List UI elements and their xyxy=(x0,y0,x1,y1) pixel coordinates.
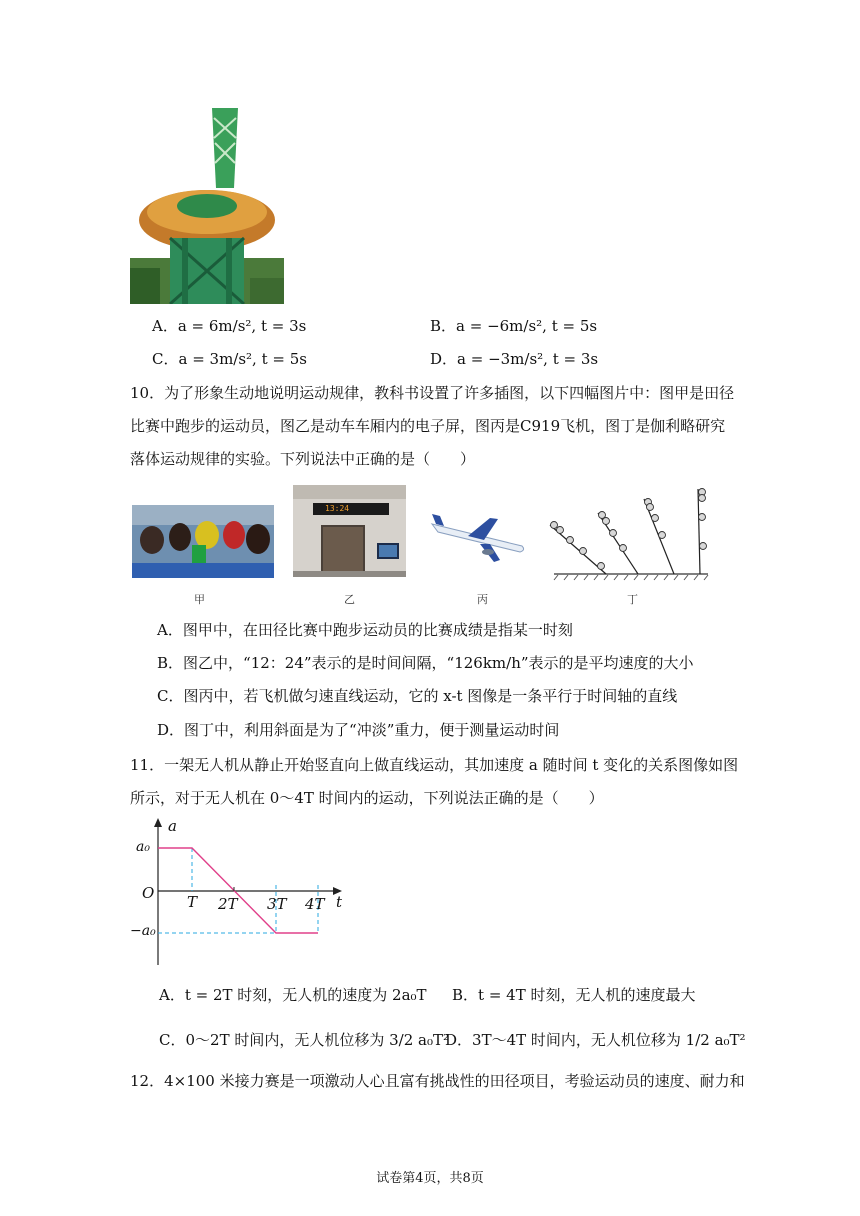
q11-option-b: B．t = 4T 时刻，无人机的速度最大 xyxy=(452,986,696,1004)
sprinters-photo xyxy=(132,505,274,578)
train-screen-photo xyxy=(293,485,406,577)
q11-option-c: C．0～2T 时间内，无人机位移为 3/2 a₀T² xyxy=(159,1031,449,1049)
q10-stem-line3: 落体运动规律的实验。下列说法中正确的是（ ） xyxy=(130,450,476,468)
q12-stem-line1: 12．4×100 米接力赛是一项激动人心且富有挑战性的田径项目，考验运动员的速度、耐力和 xyxy=(130,1072,745,1090)
airplane-photo xyxy=(428,510,528,568)
graph-xlabel: t xyxy=(336,893,343,911)
q9-option-a: A．a = 6m/s², t = 3s xyxy=(152,317,307,335)
graph-tick-2T: 2T xyxy=(218,895,238,913)
graph-tick-3T: 3T xyxy=(267,895,287,913)
graph-ylabel: a xyxy=(168,817,177,835)
caption-ding: 丁 xyxy=(627,593,638,606)
q11-option-a: A．t = 2T 时刻，无人机的速度为 2a₀T xyxy=(159,986,427,1004)
tower-ride-photo xyxy=(130,108,284,304)
train-screen-text: 13:24 xyxy=(325,504,350,513)
q10-stem-line2: 比赛中跑步的运动员，图乙是动车车厢内的电子屏，图丙是C919飞机，图丁是伽利略研究 xyxy=(130,417,726,435)
graph-tick-4T: 4T xyxy=(305,895,325,913)
q10-option-d: D．图丁中，利用斜面是为了“冲淡”重力，便于测量运动时间 xyxy=(157,721,560,739)
q10-option-a: A．图甲中，在田径比赛中跑步运动员的比赛成绩是指某一时刻 xyxy=(157,621,573,639)
q9-option-c: C．a = 3m/s², t = 5s xyxy=(152,350,307,368)
caption-jia: 甲 xyxy=(194,593,205,606)
graph-y-pos: a₀ xyxy=(136,839,150,855)
page-footer: 试卷第4页，共8页 xyxy=(376,1171,484,1186)
q9-option-b: B．a = −6m/s², t = 5s xyxy=(430,317,598,335)
q10-option-b: B．图乙中，“12：24”表示的是时间间隔，“126km/h”表示的是平均速度的大小 xyxy=(157,654,694,672)
q11-stem-line1: 11．一架无人机从静止开始竖直向上做直线运动，其加速度 a 随时间 t 变化的关系图像如图 xyxy=(130,756,739,774)
q11-option-d: D．3T～4T 时间内，无人机位移为 1/2 a₀T² xyxy=(445,1031,746,1049)
q10-stem-line1: 10．为了形象生动地说明运动规律，教科书设置了许多插图，以下四幅图片中：图甲是田径 xyxy=(130,384,735,402)
graph-tick-T: T xyxy=(187,893,198,911)
graph-y-neg: −a₀ xyxy=(130,923,156,939)
graph-origin: O xyxy=(142,884,155,902)
caption-bing: 丙 xyxy=(477,593,488,606)
q9-option-d: D．a = −3m/s², t = 3s xyxy=(430,350,599,368)
q10-option-c: C．图丙中，若飞机做匀速直线运动，它的 x-t 图像是一条平行于时间轴的直线 xyxy=(157,687,678,705)
acceleration-time-graph xyxy=(128,815,348,970)
q11-stem-line2: 所示，对于无人机在 0～4T 时间内的运动，下列说法正确的是（ ） xyxy=(130,789,604,807)
galileo-incline-diagram xyxy=(546,485,710,581)
caption-yi: 乙 xyxy=(344,593,355,606)
